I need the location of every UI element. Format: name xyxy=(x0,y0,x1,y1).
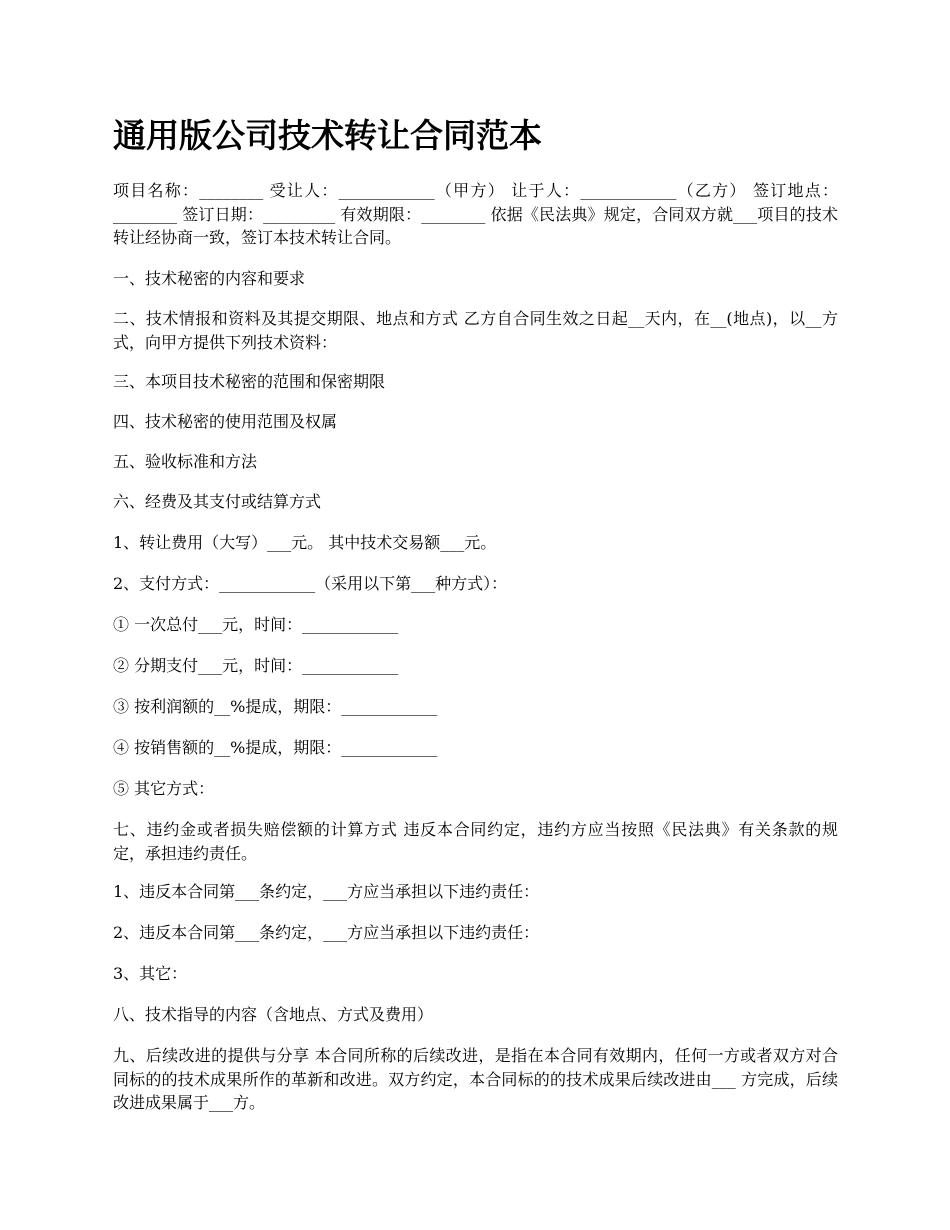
document-title: 通用版公司技术转让合同范本 xyxy=(113,116,542,155)
payment-option-3: ③ 按利润额的__%提成，期限：____________ xyxy=(113,697,438,716)
section-3-heading: 三、本项目技术秘密的范围和保密期限 xyxy=(113,372,386,391)
payment-option-5: ⑤ 其它方式： xyxy=(113,779,215,798)
payment-option-2: ② 分期支付___元，时间：____________ xyxy=(113,656,399,675)
payment-option-4: ④ 按销售额的__%提成，期限：____________ xyxy=(113,738,438,757)
section-4-heading: 四、技术秘密的使用范围及权属 xyxy=(113,412,338,431)
section-1-heading: 一、技术秘密的内容和要求 xyxy=(113,269,306,288)
section-5-heading: 五、验收标准和方法 xyxy=(113,452,258,471)
breach-item-1: 1、违反本合同第___条约定，___方应当承担以下违约责任： xyxy=(113,882,540,901)
section-7-paragraph: 七、违约金或者损失赔偿额的计算方式 违反本合同约定，违约方应当按照《民法典》有关条款的规定，承担违约责任。 xyxy=(113,820,838,863)
section-2-paragraph: 二、技术情报和资料及其提交期限、地点和方式 乙方自合同生效之日起__天内，在__(地点)，以__方式，向甲方提供下列技术资料： xyxy=(113,309,838,352)
fee-item-2: 2、支付方式：____________（采用以下第___种方式）： xyxy=(113,574,508,593)
section-9-paragraph: 九、后续改进的提供与分享 本合同所称的后续改进，是指在本合同有效期内，任何一方或者双方对合同标的的技术成果所作的革新和改进。双方约定，本合同标的的技术成果后续改进由___ 方完成，后续改进成果属于___方。 xyxy=(113,1046,838,1112)
section-8-heading: 八、技术指导的内容（含地点、方式及费用） xyxy=(113,1005,434,1024)
fee-item-1: 1、转让费用（大写）___元。 其中技术交易额___元。 xyxy=(113,533,497,552)
intro-paragraph: 项目名称：________ 受让人：____________（甲方） 让于人：____________（乙方） 签订地点：________ 签订日期：_________ 有效期限：________ 依据《民法典》规定，合同双方就___项目的技术转让经协商一致，签订本技术转让合同。 xyxy=(113,181,838,247)
breach-item-2: 2、违反本合同第___条约定，___方应当承担以下违约责任： xyxy=(113,923,540,942)
section-6-heading: 六、经费及其支付或结算方式 xyxy=(113,492,322,511)
breach-item-3: 3、其它： xyxy=(113,964,188,983)
payment-option-1: ① 一次总付___元，时间：____________ xyxy=(113,615,399,634)
